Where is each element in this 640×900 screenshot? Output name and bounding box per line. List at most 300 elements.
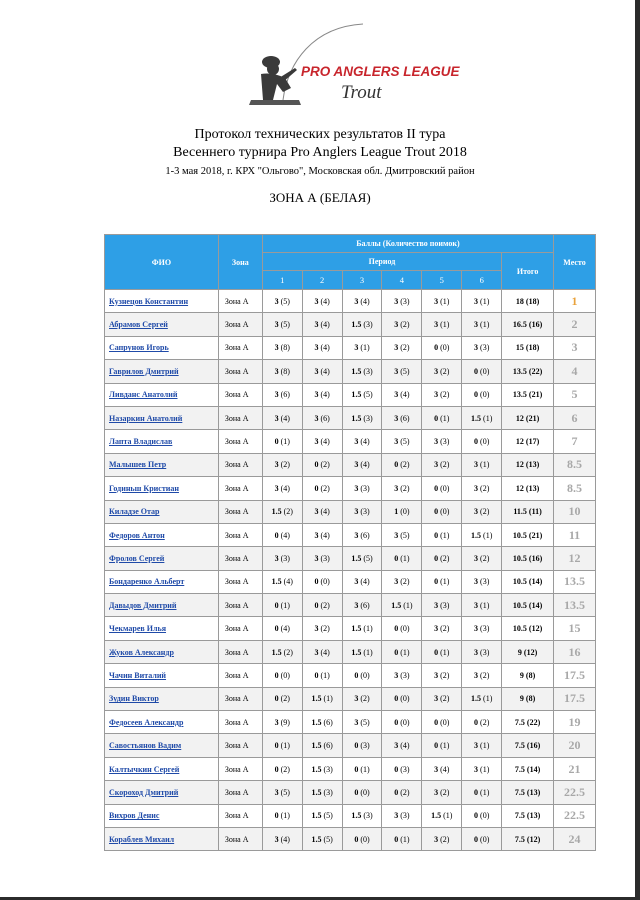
- period-points: 0: [434, 741, 439, 751]
- place-cell: 21: [554, 757, 596, 780]
- place-cell: 3: [554, 336, 596, 359]
- total-cell: 7.5 (12): [502, 827, 554, 850]
- period-catches: (3): [323, 764, 333, 774]
- place-cell: 15: [554, 617, 596, 640]
- period-catches: (4): [280, 834, 290, 844]
- period-score-cell: [302, 804, 342, 827]
- period-catches: (0): [440, 717, 450, 727]
- period-catches: (2): [283, 647, 293, 657]
- period-catches: (2): [280, 694, 290, 704]
- title-line-2: Весеннего турнира Pro Anglers League Trout 2018: [173, 145, 467, 160]
- period-catches: (1): [440, 296, 450, 306]
- period-points: 0: [354, 834, 359, 844]
- period-catches: (5): [400, 530, 410, 540]
- period-points: 3: [434, 694, 439, 704]
- period-score-cell: [262, 734, 302, 757]
- participant-name-link[interactable]: Гаврилов Дмитрий: [105, 360, 219, 383]
- period-catches: (1): [280, 600, 290, 610]
- period-score-cell: [422, 406, 462, 429]
- table-row: [105, 804, 596, 827]
- total-cell: 12 (13): [502, 477, 554, 500]
- table-row: [105, 477, 596, 500]
- period-points: 3: [314, 507, 319, 517]
- place-cell: 10: [554, 500, 596, 523]
- zone-cell: Зона А: [218, 313, 262, 336]
- period-points: 3: [434, 460, 439, 470]
- period-catches: (2): [480, 670, 490, 680]
- period-points: 3: [474, 507, 479, 517]
- period-score-cell: [262, 827, 302, 850]
- place-cell: 2: [554, 313, 596, 336]
- period-score-cell: [302, 827, 342, 850]
- period-score-cell: [462, 336, 502, 359]
- period-score-cell: [422, 617, 462, 640]
- results-table: [104, 234, 596, 851]
- participant-name-link[interactable]: Скороход Дмитрий: [105, 781, 219, 804]
- period-points: 0: [434, 343, 439, 353]
- period-catches: (0): [400, 717, 410, 727]
- period-points: 1.5: [351, 647, 362, 657]
- period-catches: (2): [440, 694, 450, 704]
- period-catches: (4): [360, 296, 370, 306]
- table-row: [105, 336, 596, 359]
- period-catches: (2): [320, 460, 330, 470]
- period-catches: (6): [360, 530, 370, 540]
- zone-cell: Зона А: [218, 523, 262, 546]
- period-points: 3: [434, 390, 439, 400]
- period-catches: (1): [480, 764, 490, 774]
- period-points: 3: [434, 834, 439, 844]
- participant-name-link[interactable]: Сапрунов Игорь: [105, 336, 219, 359]
- zone-cell: Зона А: [218, 617, 262, 640]
- place-cell: 16: [554, 640, 596, 663]
- period-points: 0: [314, 670, 319, 680]
- period-points: 3: [474, 764, 479, 774]
- period-points: 0: [474, 787, 479, 797]
- period-catches: (0): [400, 624, 410, 634]
- period-catches: (1): [440, 530, 450, 540]
- period-points: 3: [394, 343, 399, 353]
- period-points: 3: [394, 320, 399, 330]
- period-catches: (3): [360, 741, 370, 751]
- table-row: [105, 640, 596, 663]
- period-catches: (2): [400, 787, 410, 797]
- period-catches: (0): [400, 507, 410, 517]
- period-points: 3: [474, 647, 479, 657]
- period-points: 1: [394, 507, 399, 517]
- period-score-cell: [382, 570, 422, 593]
- period-points: 0: [434, 507, 439, 517]
- period-score-cell: [422, 664, 462, 687]
- total-cell: 10.5 (14): [502, 570, 554, 593]
- period-score-cell: [302, 430, 342, 453]
- period-points: 0: [434, 413, 439, 423]
- place-cell: 7: [554, 430, 596, 453]
- participant-name-link[interactable]: Чекмарев Илья: [105, 617, 219, 640]
- period-points: 3: [354, 296, 359, 306]
- period-points: 0: [434, 577, 439, 587]
- participant-name-link[interactable]: Годиньш Кристиан: [105, 477, 219, 500]
- period-points: 0: [274, 624, 279, 634]
- period-catches: (5): [360, 717, 370, 727]
- period-score-cell: [422, 757, 462, 780]
- period-score-cell: [422, 383, 462, 406]
- place-cell: 6: [554, 406, 596, 429]
- period-points: 0: [394, 460, 399, 470]
- period-score-cell: [382, 453, 422, 476]
- period-catches: (0): [360, 670, 370, 680]
- period-catches: (6): [323, 717, 333, 727]
- period-score-cell: [382, 804, 422, 827]
- period-points: 0: [274, 811, 279, 821]
- period-score-cell: [422, 360, 462, 383]
- period-points: 3: [354, 460, 359, 470]
- logo-text-trout: Trout: [341, 82, 382, 103]
- period-points: 3: [314, 366, 319, 376]
- period-points: 3: [274, 834, 279, 844]
- participant-name-link[interactable]: Давыдов Дмитрий: [105, 594, 219, 617]
- period-score-cell: [462, 547, 502, 570]
- table-row: [105, 383, 596, 406]
- period-points: 1.5: [471, 530, 482, 540]
- period-catches: (1): [400, 553, 410, 563]
- participant-name-link[interactable]: Абрамов Сергей: [105, 313, 219, 336]
- period-points: 3: [274, 296, 279, 306]
- participant-name-link[interactable]: Кузнецов Константин: [105, 290, 219, 313]
- period-points: 3: [434, 787, 439, 797]
- period-score-cell: [342, 617, 382, 640]
- participant-name-link[interactable]: Фролов Сергей: [105, 547, 219, 570]
- period-score-cell: [262, 570, 302, 593]
- period-points: 3: [354, 530, 359, 540]
- period-points: 0: [274, 437, 279, 447]
- table-row: [105, 360, 596, 383]
- period-catches: (5): [280, 787, 290, 797]
- period-points: 1.5: [351, 320, 362, 330]
- period-score-cell: [302, 290, 342, 313]
- participant-name-link[interactable]: Вихров Денис: [105, 804, 219, 827]
- participant-name-link[interactable]: Федоров Антон: [105, 523, 219, 546]
- period-score-cell: [302, 453, 342, 476]
- period-points: 3: [474, 553, 479, 563]
- period-points: 3: [314, 530, 319, 540]
- period-score-cell: [382, 477, 422, 500]
- period-catches: (2): [440, 366, 450, 376]
- table-row: [105, 664, 596, 687]
- zone-cell: Зона А: [218, 406, 262, 429]
- period-points: 3: [354, 694, 359, 704]
- period-points: 3: [394, 437, 399, 447]
- period-catches: (2): [480, 717, 490, 727]
- pro-anglers-league-logo: [243, 22, 460, 108]
- period-score-cell: [382, 617, 422, 640]
- period-catches: (3): [400, 670, 410, 680]
- table-row: [105, 570, 596, 593]
- table-row: [105, 594, 596, 617]
- period-catches: (1): [400, 834, 410, 844]
- place-cell: 12: [554, 547, 596, 570]
- period-score-cell: [422, 594, 462, 617]
- period-score-cell: [302, 687, 342, 710]
- period-points: 3: [434, 320, 439, 330]
- participant-name-link[interactable]: Бондаренко Альберт: [105, 570, 219, 593]
- period-points: 1.5: [471, 694, 482, 704]
- place-cell: 8.5: [554, 453, 596, 476]
- total-cell: 18 (18): [502, 290, 554, 313]
- period-catches: (5): [400, 437, 410, 447]
- period-catches: (0): [440, 507, 450, 517]
- period-catches: (3): [400, 296, 410, 306]
- angler-silhouette: [249, 56, 301, 105]
- col-header-points: Баллы (Количество поимок): [262, 235, 553, 253]
- participant-name-link[interactable]: Назаркин Анатолий: [105, 406, 219, 429]
- period-catches: (5): [280, 296, 290, 306]
- period-catches: (1): [480, 741, 490, 751]
- period-score-cell: [342, 406, 382, 429]
- period-points: 3: [394, 530, 399, 540]
- period-catches: (3): [440, 437, 450, 447]
- participant-name-link[interactable]: Калтычкин Сергей: [105, 757, 219, 780]
- table-row: [105, 453, 596, 476]
- period-score-cell: [462, 570, 502, 593]
- period-score-cell: [262, 711, 302, 734]
- period-catches: (6): [360, 600, 370, 610]
- total-cell: 15 (18): [502, 336, 554, 359]
- period-score-cell: [382, 711, 422, 734]
- table-row: [105, 547, 596, 570]
- period-catches: (1): [440, 413, 450, 423]
- participant-name-link[interactable]: Савостьянов Вадим: [105, 734, 219, 757]
- period-catches: (3): [323, 787, 333, 797]
- period-score-cell: [342, 640, 382, 663]
- period-points: 0: [434, 647, 439, 657]
- period-points: 0: [394, 764, 399, 774]
- period-catches: (1): [480, 320, 490, 330]
- period-score-cell: [302, 594, 342, 617]
- participant-name-link[interactable]: Киладзе Отар: [105, 500, 219, 523]
- period-points: 0: [354, 741, 359, 751]
- period-points: 3: [434, 366, 439, 376]
- period-points: 3: [354, 343, 359, 353]
- col-header-zone: Зона: [218, 235, 262, 290]
- period-points: 3: [274, 390, 279, 400]
- period-score-cell: [302, 664, 342, 687]
- period-score-cell: [262, 594, 302, 617]
- period-score-cell: [342, 430, 382, 453]
- period-points: 3: [434, 296, 439, 306]
- participant-name-link[interactable]: Федосеев Александр: [105, 711, 219, 734]
- period-points: 3: [394, 483, 399, 493]
- period-score-cell: [422, 804, 462, 827]
- period-score-cell: [342, 360, 382, 383]
- period-catches: (1): [363, 624, 373, 634]
- period-points: 1.5: [271, 577, 282, 587]
- zone-cell: Зона А: [218, 360, 262, 383]
- period-catches: (1): [440, 320, 450, 330]
- period-points: 3: [314, 647, 319, 657]
- period-catches: (4): [320, 320, 330, 330]
- period-catches: (8): [280, 366, 290, 376]
- place-cell: 1: [554, 290, 596, 313]
- period-points: 1.5: [271, 507, 282, 517]
- period-score-cell: [422, 734, 462, 757]
- period-score-cell: [462, 804, 502, 827]
- period-score-cell: [342, 687, 382, 710]
- period-catches: (4): [320, 437, 330, 447]
- place-cell: 5: [554, 383, 596, 406]
- period-score-cell: [262, 547, 302, 570]
- period-score-cell: [462, 781, 502, 804]
- period-score-cell: [342, 313, 382, 336]
- period-points: 0: [474, 717, 479, 727]
- participant-name-link[interactable]: Кораблев Михаил: [105, 827, 219, 850]
- period-score-cell: [462, 406, 502, 429]
- period-points: 3: [274, 366, 279, 376]
- period-points: 1.5: [311, 694, 322, 704]
- period-score-cell: [262, 477, 302, 500]
- period-catches: (6): [400, 413, 410, 423]
- period-catches: (4): [400, 390, 410, 400]
- period-catches: (0): [480, 437, 490, 447]
- zone-title: ЗОНА А (БЕЛАЯ): [269, 190, 371, 205]
- period-score-cell: [462, 313, 502, 336]
- period-score-cell: [342, 453, 382, 476]
- period-points: 3: [394, 390, 399, 400]
- period-points: 3: [314, 390, 319, 400]
- participant-name-link[interactable]: Жуков Александр: [105, 640, 219, 663]
- participant-name-link[interactable]: Малышев Петр: [105, 453, 219, 476]
- period-catches: (5): [323, 811, 333, 821]
- period-header: 4: [382, 271, 422, 290]
- period-points: 1.5: [311, 787, 322, 797]
- period-catches: (2): [480, 553, 490, 563]
- period-catches: (6): [280, 390, 290, 400]
- period-score-cell: [382, 640, 422, 663]
- period-points: 3: [274, 320, 279, 330]
- col-header-name: ФИО: [105, 235, 219, 290]
- total-cell: 9 (8): [502, 687, 554, 710]
- period-score-cell: [342, 477, 382, 500]
- participant-name-link[interactable]: Ливданс Анатолий: [105, 383, 219, 406]
- period-points: 1.5: [351, 624, 362, 634]
- period-header: 6: [462, 271, 502, 290]
- period-catches: (2): [280, 764, 290, 774]
- period-score-cell: [342, 594, 382, 617]
- period-catches: (2): [400, 577, 410, 587]
- period-points: 3: [314, 320, 319, 330]
- period-catches: (2): [320, 624, 330, 634]
- period-points: 3: [274, 343, 279, 353]
- period-score-cell: [462, 687, 502, 710]
- period-score-cell: [262, 290, 302, 313]
- period-points: 3: [274, 787, 279, 797]
- period-score-cell: [262, 640, 302, 663]
- period-score-cell: [262, 500, 302, 523]
- period-points: 0: [394, 624, 399, 634]
- period-catches: (1): [280, 811, 290, 821]
- zone-cell: Зона А: [218, 500, 262, 523]
- period-score-cell: [302, 547, 342, 570]
- period-catches: (3): [480, 624, 490, 634]
- period-points: 1.5: [311, 834, 322, 844]
- participant-name-link[interactable]: Лапта Владислав: [105, 430, 219, 453]
- total-cell: 11.5 (11): [502, 500, 554, 523]
- total-cell: 9 (12): [502, 640, 554, 663]
- period-score-cell: [382, 313, 422, 336]
- period-catches: (4): [320, 647, 330, 657]
- col-header-total: Итого: [502, 253, 554, 290]
- period-score-cell: [342, 827, 382, 850]
- zone-cell: Зона А: [218, 383, 262, 406]
- period-catches: (2): [440, 390, 450, 400]
- period-catches: (0): [480, 834, 490, 844]
- period-catches: (2): [480, 507, 490, 517]
- total-cell: 10.5 (12): [502, 617, 554, 640]
- period-points: 3: [434, 600, 439, 610]
- total-cell: 13.5 (22): [502, 360, 554, 383]
- period-score-cell: [382, 406, 422, 429]
- period-score-cell: [302, 523, 342, 546]
- period-points: 3: [434, 764, 439, 774]
- period-score-cell: [422, 500, 462, 523]
- period-score-cell: [382, 781, 422, 804]
- period-catches: (3): [440, 600, 450, 610]
- period-catches: (0): [400, 694, 410, 704]
- place-cell: 20: [554, 734, 596, 757]
- table-row: [105, 781, 596, 804]
- period-catches: (1): [480, 600, 490, 610]
- period-points: 0: [354, 787, 359, 797]
- col-header-place: Место: [554, 235, 596, 290]
- period-score-cell: [462, 594, 502, 617]
- period-points: 1.5: [351, 811, 362, 821]
- period-catches: (1): [280, 437, 290, 447]
- total-cell: 9 (8): [502, 664, 554, 687]
- period-score-cell: [302, 477, 342, 500]
- period-score-cell: [262, 313, 302, 336]
- participant-name-link[interactable]: Зудин Виктор: [105, 687, 219, 710]
- period-points: 1.5: [351, 553, 362, 563]
- period-score-cell: [342, 781, 382, 804]
- period-points: 0: [474, 390, 479, 400]
- period-score-cell: [422, 453, 462, 476]
- period-score-cell: [462, 430, 502, 453]
- period-points: 3: [394, 296, 399, 306]
- zone-cell: Зона А: [218, 290, 262, 313]
- period-score-cell: [262, 523, 302, 546]
- period-catches: (2): [400, 483, 410, 493]
- period-score-cell: [422, 290, 462, 313]
- period-points: 3: [394, 577, 399, 587]
- period-points: 3: [314, 437, 319, 447]
- period-catches: (1): [483, 413, 493, 423]
- period-points: 3: [314, 413, 319, 423]
- zone-cell: Зона А: [218, 687, 262, 710]
- period-score-cell: [422, 523, 462, 546]
- period-points: 0: [314, 460, 319, 470]
- period-catches: (4): [360, 577, 370, 587]
- period-catches: (3): [280, 553, 290, 563]
- table-row: [105, 711, 596, 734]
- period-points: 3: [274, 553, 279, 563]
- period-points: 3: [394, 366, 399, 376]
- period-catches: (5): [280, 320, 290, 330]
- period-points: 3: [274, 413, 279, 423]
- period-catches: (0): [360, 787, 370, 797]
- period-catches: (3): [360, 507, 370, 517]
- period-catches: (4): [320, 366, 330, 376]
- participant-name-link[interactable]: Чачин Виталий: [105, 664, 219, 687]
